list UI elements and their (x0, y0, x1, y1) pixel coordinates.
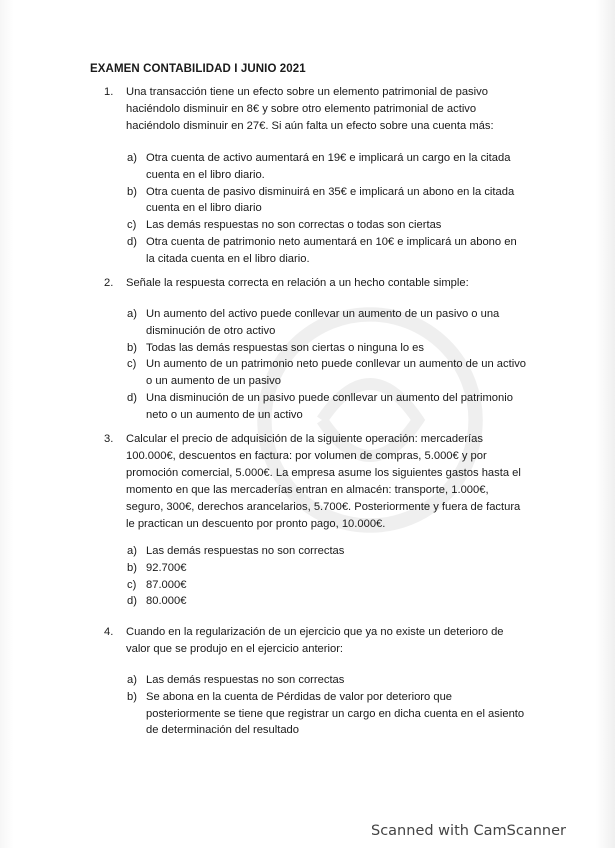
question-number: 1. (104, 86, 114, 98)
option-text: 87.000€ (146, 578, 187, 591)
question-stem: Cuando en la regularización de un ejercicio que ya no existe un deterioro de valor que se produjo en el ejercicio anterior: (126, 626, 504, 655)
question-stem: Señale la respuesta correcta en relación a un hecho contable simple: (126, 277, 469, 289)
option-d (127, 593, 527, 610)
question-stem: Una transacción tiene un efecto sobre un elemento patrimonial de pasivo haciéndolo disminuir en 8€ y sobre otro elemento patrimonial de activo haciéndolo disminuir en 27€. Si aún falta un efecto sobre una cuenta más: (126, 86, 494, 132)
option-a (127, 150, 527, 184)
option-text: 80.000€ (146, 595, 187, 608)
option-text: Otra cuenta de patrimonio neto aumentará en 10€ e implicará un abono en la citada cuenta en el libro diario. (146, 235, 517, 265)
option-letter: c) (127, 358, 137, 371)
option-text: Todas las demás respuestas son ciertas o ninguna lo es (146, 341, 424, 354)
option-letter: b) (127, 185, 137, 198)
question-stem: Calcular el precio de adquisición de la siguiente operación: mercaderías 100.000€, descuentos en factura: por volumen de compras, 5.000€ y por promoción comercial, 5.000€. La empresa asume los siguientes gastos hasta el momento en que las mercaderías entran en almacén: transporte, 1.000€, seguro, 300€, derechos arancelarios, 5.700€. Posteriormente y fuera de factura le practican un descuento por pronto pago, 10.000€. (126, 433, 521, 530)
option-text: Un aumento de un patrimonio neto puede conllevar un aumento de un activo o un aumento de un pasivo (146, 358, 527, 388)
scanner-footer: Scanned with CamScanner (371, 823, 567, 839)
option-text: Las demás respuestas no son correctas o todas son ciertas (146, 219, 442, 232)
option-letter: c) (127, 219, 137, 232)
question-2 (104, 275, 524, 292)
option-letter: b) (127, 341, 137, 354)
option-b (127, 184, 527, 218)
question-3-options (127, 543, 527, 610)
option-text: Una disminución de un pasivo puede conllevar un aumento del patrimonio neto o un aumento de un activo (146, 391, 513, 421)
option-text: Las demás respuestas no son correctas (146, 545, 345, 557)
option-letter: a) (127, 545, 137, 557)
option-c (127, 356, 527, 390)
option-a (127, 543, 527, 560)
question-number: 4. (104, 626, 114, 638)
option-text: Se abona en la cuenta de Pérdidas de valor por deterioro que posteriormente se tiene que registrar un cargo en dicha cuenta en el asiento de determinación del resultado (146, 690, 525, 737)
option-letter: c) (127, 578, 137, 591)
option-letter: b) (127, 561, 137, 574)
option-d (127, 390, 527, 424)
option-text: 92.700€ (146, 561, 187, 574)
option-b (127, 560, 527, 577)
option-a (127, 672, 527, 689)
option-b (127, 689, 527, 739)
question-number: 2. (104, 277, 114, 289)
option-letter: b) (127, 690, 137, 703)
option-d (127, 234, 527, 268)
option-letter: a) (127, 674, 137, 686)
option-text: Otra cuenta de activo aumentará en 19€ e implicará un cargo en la citada cuenta en el libro diario. (146, 152, 511, 181)
question-1-options (127, 150, 527, 268)
option-b (127, 340, 527, 357)
option-c (127, 577, 527, 594)
option-letter: a) (127, 308, 137, 320)
question-number: 3. (104, 433, 114, 445)
option-letter: d) (127, 391, 137, 404)
option-letter: a) (127, 152, 137, 164)
exam-title: EXAMEN CONTABILIDAD I JUNIO 2021 (90, 63, 306, 75)
option-text: Un aumento del activo puede conllevar un aumento de un pasivo o una disminución de otro activo (146, 308, 500, 337)
option-c (127, 217, 527, 234)
question-4-options (127, 672, 527, 739)
option-letter: d) (127, 235, 137, 248)
question-1 (104, 84, 524, 135)
option-text: Las demás respuestas no son correctas (146, 674, 345, 686)
question-2-options (127, 306, 527, 424)
question-4 (104, 624, 524, 658)
option-text: Otra cuenta de pasivo disminuirá en 35€ e implicará un abono en la citada cuenta en el libro diario (146, 185, 515, 215)
option-a (127, 306, 527, 340)
question-3 (104, 431, 524, 533)
option-letter: d) (127, 595, 137, 608)
